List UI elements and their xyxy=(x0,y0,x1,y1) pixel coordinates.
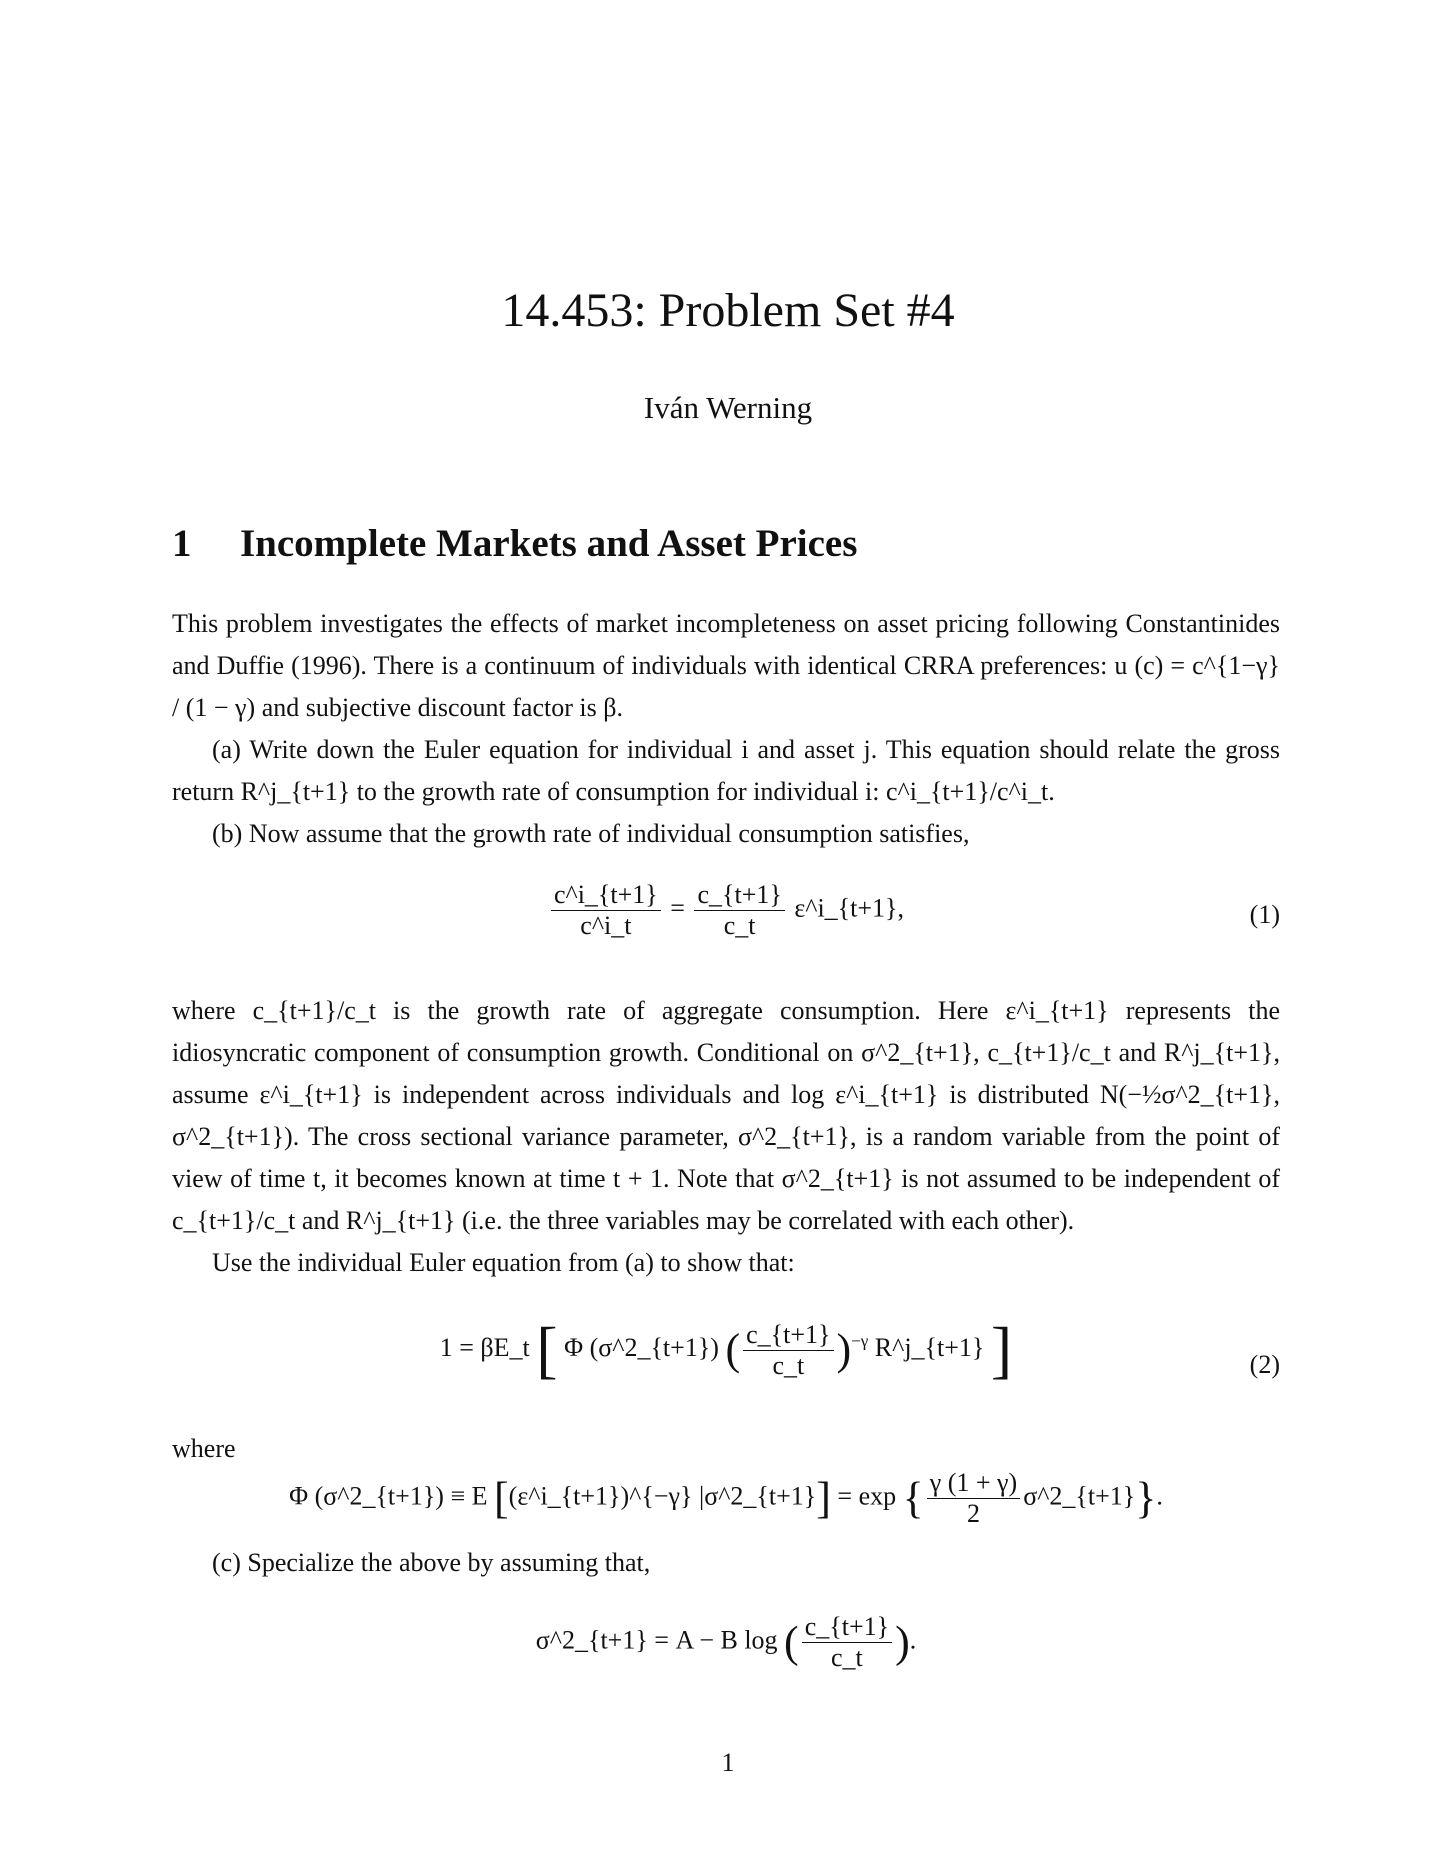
phi-def-inner: (ε^i_{t+1})^{−γ} |σ^2_{t+1} xyxy=(508,1481,817,1511)
eq2-phi: Φ (σ^2_{t+1}) xyxy=(564,1332,719,1362)
eq2-return: R^j_{t+1} xyxy=(874,1332,985,1362)
eq1-rhs-numerator: c_{t+1} xyxy=(694,880,784,911)
phi-def-exp: = exp xyxy=(837,1481,897,1511)
eq3-denominator: c_t xyxy=(831,1643,863,1672)
intro-block xyxy=(172,603,1280,855)
eq2-left-bracket: [ xyxy=(536,1314,558,1385)
paragraph-after-eq1: where c_{t+1}/c_t is the growth rate of aggregate consumption. Here ε^i_{t+1} represents the idiosyncratic component of consumption growth. Conditional on σ^2_{t+1}, c_{t+1}/c_t and R^j_{t+1}, assume ε^i_{t+1} is independent across individuals and log ε^i_{t+1} is distributed N(−½σ^2_{t+1}, σ^2_{t+1}). The cross sectional variance parameter, σ^2_{t+1}, is a random variable from the point of view of time t, it becomes known at time t + 1. Note that σ^2_{t+1} is not assumed to be independent of c_{t+1}/c_t and R^j_{t+1} (i.e. the three variables may be correlated with each other). xyxy=(172,996,1280,1235)
part-b-paragraph: (b) Now assume that the growth rate of individual consumption satisfies, xyxy=(212,819,970,848)
phi-def-fraction xyxy=(927,1468,1020,1529)
equation-3-math xyxy=(172,1612,1280,1673)
author-name: Iván Werning xyxy=(643,390,813,425)
phi-definition-math xyxy=(172,1468,1280,1529)
equation-1-math xyxy=(172,880,1280,941)
document-title: 14.453: Problem Set #4 xyxy=(501,284,955,337)
eq1-lhs-fraction xyxy=(551,880,661,941)
eq2-right-paren: ) xyxy=(836,1325,852,1374)
equation-1 xyxy=(172,880,1280,960)
section-number: 1 xyxy=(172,522,192,565)
part-a-paragraph: (a) Write down the Euler equation for individual i and asset j. This equation should relate the gross return R^j_{t+1} to the growth rate of consumption for individual i: c^i_{t+1}/c^i_t. xyxy=(172,735,1280,806)
eq2-fraction xyxy=(743,1320,833,1381)
equation-2-math xyxy=(172,1314,1280,1385)
eq2-numerator: c_{t+1} xyxy=(743,1320,833,1351)
use-euler-paragraph: Use the individual Euler equation from (a) to show that: xyxy=(212,1248,795,1277)
phi-definition xyxy=(172,1468,1280,1548)
eq3-lhs: σ^2_{t+1} = A − B log xyxy=(535,1625,778,1655)
eq3-fraction xyxy=(802,1612,892,1673)
paragraph-block-2 xyxy=(172,990,1280,1284)
intro-paragraph: This problem investigates the effects of market incompleteness on asset pricing following Constantinides and Duffie (1996). There is a continuum of individuals with identical CRRA preferences: u (c) = c^{1−γ} / (1 − γ) and subjective discount factor is β. xyxy=(172,609,1280,722)
eq1-rhs-fraction xyxy=(694,880,784,941)
phi-def-denominator: 2 xyxy=(966,1499,980,1528)
phi-def-numerator: γ (1 + γ) xyxy=(927,1468,1020,1499)
equation-1-label: (1) xyxy=(1249,900,1280,929)
equation-3 xyxy=(172,1612,1280,1692)
equation-2-label: (2) xyxy=(1249,1350,1280,1379)
phi-def-left-bracket: [ xyxy=(494,1473,509,1523)
eq2-exponent: −γ xyxy=(851,1331,869,1351)
part-c-paragraph: (c) Specialize the above by assuming that, xyxy=(212,1548,651,1577)
where-text: where xyxy=(172,1434,236,1463)
eq3-right-paren: ) xyxy=(895,1617,910,1667)
phi-def-end: . xyxy=(1156,1481,1163,1511)
eq1-rhs-denominator: c_t xyxy=(723,911,756,940)
eq2-right-bracket: ] xyxy=(990,1314,1013,1385)
section-heading xyxy=(172,521,857,566)
eq1-lhs-denominator: c^i_t xyxy=(580,911,632,940)
eq3-numerator: c_{t+1} xyxy=(802,1612,892,1643)
where-block xyxy=(172,1428,1280,1470)
phi-def-tail: σ^2_{t+1} xyxy=(1023,1481,1136,1511)
eq1-rhs-tail: ε^i_{t+1}, xyxy=(794,893,905,923)
phi-def-right-brace: } xyxy=(1135,1473,1157,1523)
eq1-equals: = xyxy=(670,893,692,923)
equation-2 xyxy=(172,1314,1280,1418)
phi-def-lhs: Φ (σ^2_{t+1}) ≡ E xyxy=(289,1481,488,1511)
eq1-lhs-numerator: c^i_{t+1} xyxy=(551,880,661,911)
eq3-end: . xyxy=(909,1625,917,1655)
phi-def-right-bracket: ] xyxy=(816,1473,831,1523)
page-number: 1 xyxy=(721,1748,735,1777)
phi-def-left-brace: { xyxy=(902,1473,924,1523)
section-title: Incomplete Markets and Asset Prices xyxy=(240,522,858,565)
part-c-block xyxy=(172,1542,1280,1584)
eq2-denominator: c_t xyxy=(772,1350,805,1380)
eq3-left-paren: ( xyxy=(784,1617,799,1667)
eq2-lhs: 1 = βE_t xyxy=(439,1332,530,1362)
eq2-left-paren: ( xyxy=(725,1325,741,1374)
